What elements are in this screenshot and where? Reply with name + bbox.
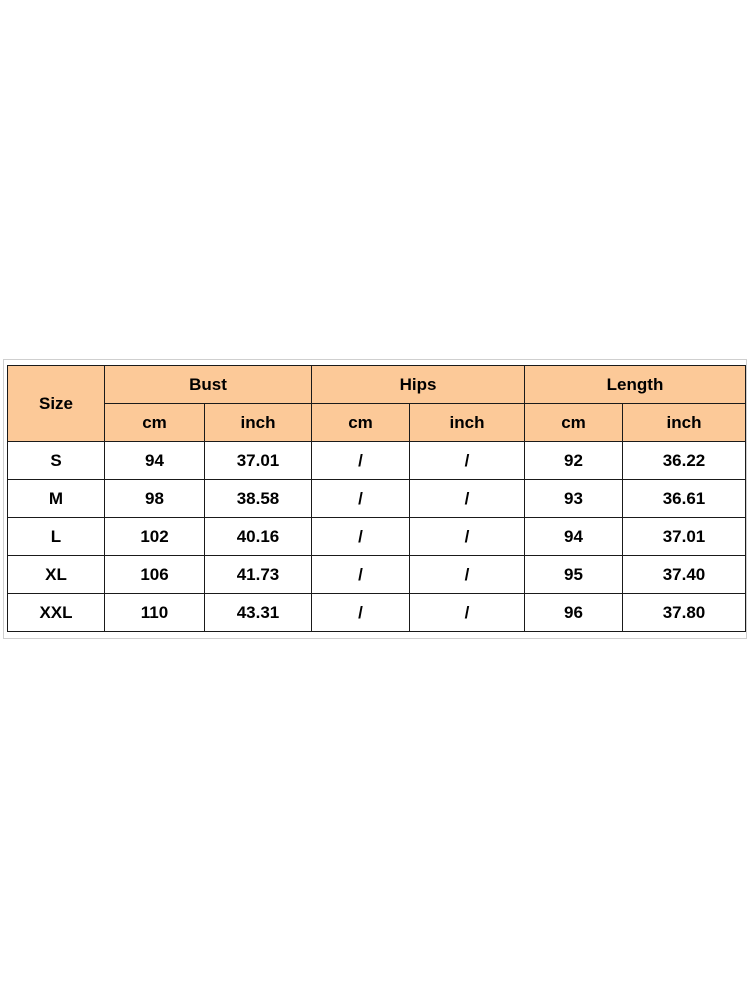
length-inch-header: inch (623, 404, 746, 442)
length-cm-cell: 92 (525, 442, 623, 480)
bust-cm-cell: 98 (105, 480, 205, 518)
length-inch-cell: 37.80 (623, 594, 746, 632)
size-cell: XXL (8, 594, 105, 632)
size-cell: M (8, 480, 105, 518)
hips-cm-cell: / (312, 480, 410, 518)
header-row-groups (8, 366, 746, 404)
length-cm-cell: 95 (525, 556, 623, 594)
hips-inch-cell: / (410, 480, 525, 518)
size-cell: XL (8, 556, 105, 594)
length-cm-cell: 93 (525, 480, 623, 518)
table-row (8, 594, 746, 632)
table-row (8, 518, 746, 556)
table-row (8, 442, 746, 480)
length-cm-cell: 96 (525, 594, 623, 632)
hips-inch-header: inch (410, 404, 525, 442)
bust-inch-header: inch (205, 404, 312, 442)
length-cm-cell: 94 (525, 518, 623, 556)
size-column-header: Size (8, 366, 105, 442)
bust-inch-cell: 38.58 (205, 480, 312, 518)
table-row (8, 480, 746, 518)
length-inch-cell: 37.01 (623, 518, 746, 556)
bust-inch-cell: 37.01 (205, 442, 312, 480)
hips-cm-cell: / (312, 594, 410, 632)
table-row (8, 556, 746, 594)
bust-inch-cell: 41.73 (205, 556, 312, 594)
size-cell: L (8, 518, 105, 556)
hips-inch-cell: / (410, 556, 525, 594)
hips-cm-cell: / (312, 556, 410, 594)
hips-cm-cell: / (312, 518, 410, 556)
bust-header: Bust (105, 366, 312, 404)
hips-inch-cell: / (410, 442, 525, 480)
length-inch-cell: 37.40 (623, 556, 746, 594)
bust-cm-cell: 94 (105, 442, 205, 480)
bust-cm-cell: 106 (105, 556, 205, 594)
hips-cm-cell: / (312, 442, 410, 480)
bust-inch-cell: 40.16 (205, 518, 312, 556)
hips-cm-header: cm (312, 404, 410, 442)
bust-cm-header: cm (105, 404, 205, 442)
hips-inch-cell: / (410, 518, 525, 556)
bust-cm-cell: 102 (105, 518, 205, 556)
length-header: Length (525, 366, 746, 404)
hips-header: Hips (312, 366, 525, 404)
size-cell: S (8, 442, 105, 480)
length-cm-header: cm (525, 404, 623, 442)
header-row-units (8, 404, 746, 442)
length-inch-cell: 36.22 (623, 442, 746, 480)
bust-inch-cell: 43.31 (205, 594, 312, 632)
size-chart-table (7, 365, 746, 632)
length-inch-cell: 36.61 (623, 480, 746, 518)
hips-inch-cell: / (410, 594, 525, 632)
bust-cm-cell: 110 (105, 594, 205, 632)
